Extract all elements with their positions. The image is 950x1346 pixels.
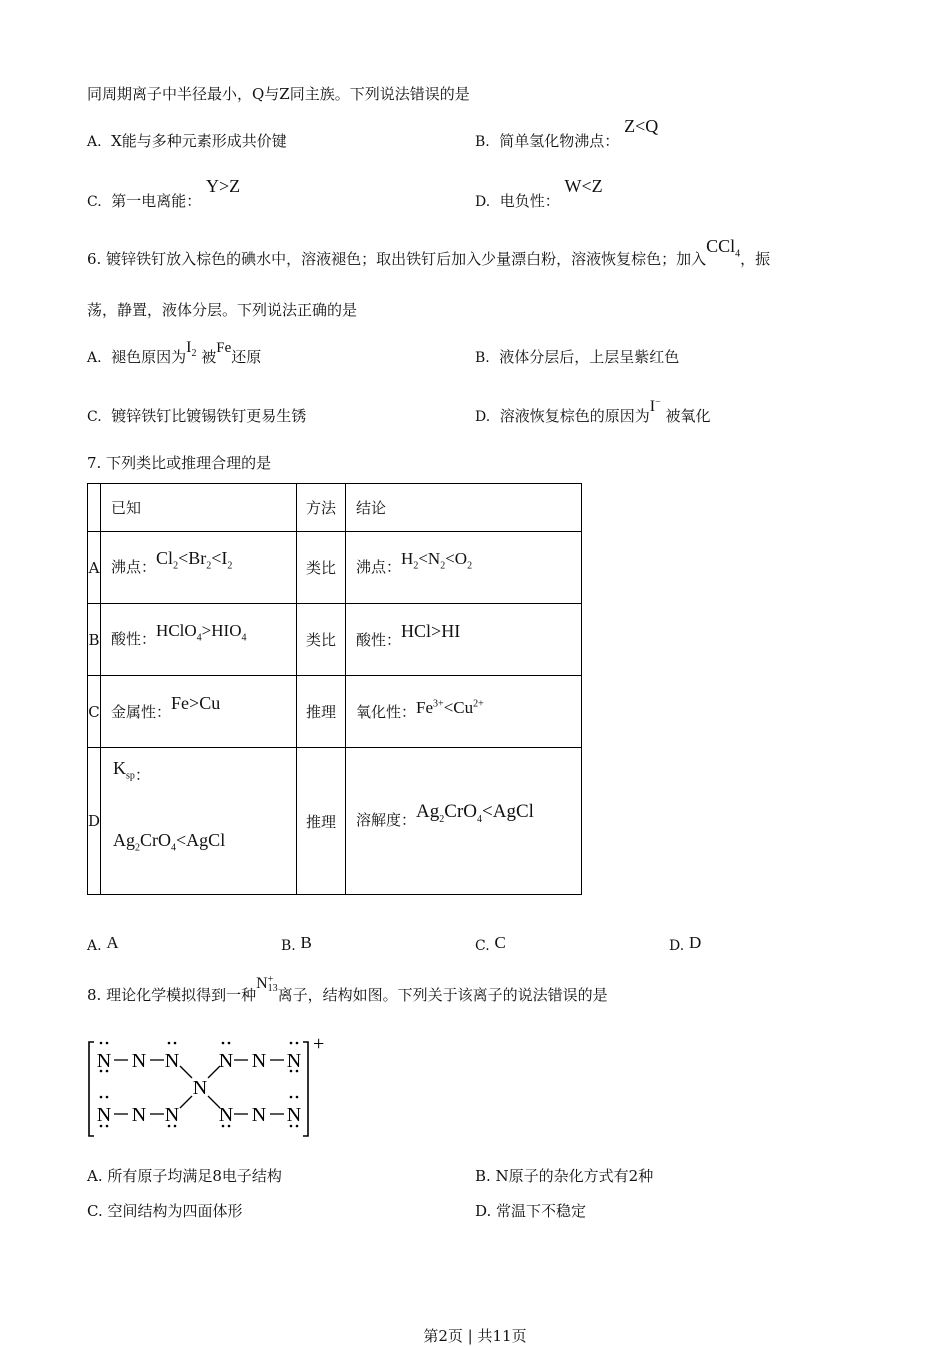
f: <I [211,547,228,568]
q7-row-c-known-text: 金属性： [111,703,172,721]
q7-row-a-known [101,532,297,604]
q7-row-a-known-text: 沸点： [111,557,157,576]
q5-option-b-text: 简单氢化物沸点： [499,132,620,150]
page-footer: 第2页 | 共11页 [423,1327,527,1345]
q8-stem-text2: 离子，结构如图。下列关于该离子的说法错误的是 [277,986,608,1004]
q7-row-c-known-formula: Fe>Cu [171,693,221,713]
f: HClO [156,620,197,640]
right-bracket [303,1042,308,1136]
q7-row-d-conclusion [346,748,582,895]
q7-option-b-value: B [300,933,312,952]
q5-option-d-formula: W<Z [564,176,603,196]
q6-option-b-label: B. [475,350,490,366]
q7-row-a-method: 类比 [297,532,346,604]
q7-row-d-concl-formula [416,801,534,825]
f-sub: 2 [206,560,212,572]
f: <O [445,548,468,568]
q7-row-d-known [101,748,297,895]
q6-stem-end: ，振 [740,250,771,268]
q5-option-c-formula: Y>Z [206,176,241,196]
q7-header-known: 已知 [101,484,297,532]
q6-option-d-ion [650,398,661,415]
left-bracket [89,1042,94,1136]
f-sub: 2 [227,560,233,572]
q6-option-b[interactable] [475,346,679,367]
f: <AgCl [482,801,534,823]
q7-option-b[interactable] [281,935,312,955]
q8-option-c[interactable]: C. 空间结构为四面体形 [87,1202,243,1220]
q6-option-c-text: 镀锌铁钉比镀锡铁钉更易生锈 [111,407,307,425]
f-sub: 2 [439,813,445,825]
f-sub: 2 [440,560,446,572]
f: Cl [156,547,174,568]
atom-n: N [218,1104,234,1126]
q6-option-b-text: 液体分层后，上层呈紫红色 [499,348,680,366]
q5-option-b-formula: Z<Q [624,116,659,136]
q6-ccl4 [706,236,741,260]
q7-row-d-label: D [88,748,101,895]
f: <N [418,548,441,568]
bond [180,1096,192,1108]
q8-ion-n: N [256,975,268,992]
table-row [88,676,582,748]
q7-row-b-label: B [88,604,101,676]
q6-option-a-i-sub: 2 [191,348,197,360]
f-sub: sp [126,770,135,782]
q6-ccl4-main: CCl [706,236,736,256]
q7-row-d-concl-text: 溶解度： [356,811,417,830]
q5-option-b-label: B. [475,134,490,150]
q5-intro: 同周期离子中半径最小，Q与Z同主族。下列说法错误的是 [87,85,470,103]
f-sub: 2 [135,842,141,854]
table-row [88,532,582,604]
f: <Br [178,547,207,568]
ion-charge: + [313,1033,325,1055]
q7-row-b-concl-formula: HCl>HI [401,621,461,641]
q7-row-b-known [101,604,297,676]
f: CrO [140,830,172,850]
q7-option-a-value: A [106,933,119,952]
f-sup: 2+ [473,698,484,710]
q8-ion-sub: 13 [267,983,278,995]
q6-option-c[interactable] [87,405,306,426]
q7-row-b-conclusion [346,604,582,676]
q8-stem-text1: 8. 理论化学模拟得到一种 [87,986,257,1004]
table-row [88,604,582,676]
atom-n: N [286,1104,302,1126]
q7-option-d-label: D. [669,938,685,954]
q7-row-b-method: 类比 [297,604,346,676]
f-sub: 4 [171,842,177,854]
q6-option-a-text1: 褪色原因为 [111,348,187,366]
q7-row-b-known-formula [156,620,247,644]
q8-option-d[interactable]: D. 常温下不稳定 [475,1202,587,1220]
atom-n: N [286,1050,302,1072]
q7-row-a-concl-formula [401,548,473,572]
q7-row-c-concl-text: 氧化性： [356,703,417,721]
q7-option-d[interactable] [669,935,701,955]
q5-option-a-text: X能与多种元素形成共价键 [111,132,287,150]
q7-row-d-method: 推理 [297,748,346,895]
q6-option-a-text3: 还原 [231,348,262,366]
q7-row-c-method: 推理 [297,676,346,748]
q5-option-c-label: C. [87,194,102,210]
q6-option-a[interactable] [87,339,262,369]
f: >HIO [201,620,242,640]
atom-n: N [164,1050,180,1072]
q5-option-a[interactable] [87,130,287,151]
atom-n: N [218,1050,234,1072]
q7-row-a-label: A [88,532,101,604]
q7-title: 7. 下列类比或推理合理的是 [87,454,272,472]
n13-structure-svg [84,1030,344,1145]
q7-header-method: 方法 [297,484,346,532]
q6-option-c-label: C. [87,409,102,425]
q6-option-d-ion-sup: − [655,396,661,408]
q5-option-a-label: A. [87,134,102,150]
atom-n: N [251,1050,267,1072]
f: <Cu [443,698,474,717]
q8-stem [87,974,608,1005]
q5-option-c[interactable] [87,176,241,211]
q6-option-a-label: A. [87,350,102,366]
q7-row-d-ksp-k [113,758,135,782]
q6-option-d[interactable] [475,396,711,426]
q7-option-a[interactable] [87,935,119,955]
q6-option-d-text1: 溶液恢复棕色的原因为 [499,407,650,425]
q6-option-d-ion-i: I [649,398,656,415]
q7-row-d-ksp [113,758,150,782]
atom-n: N [164,1104,180,1126]
q6-option-a-fe: Fe [216,340,232,356]
q7-row-b-known-text: 酸性： [111,629,157,648]
q7-row-a-concl-text: 沸点： [356,557,402,576]
q6-stem-line2: 荡，静置，液体分层。下列说法正确的是 [87,301,358,319]
atom-n: N [96,1050,112,1072]
q7-row-c-known [101,676,297,748]
q7-header-conclusion: 结论 [346,484,582,532]
f: Fe [416,698,434,717]
q6-option-a-text2: 被 [201,348,217,366]
q7-header-blank [88,484,101,532]
f-sup: 3+ [433,698,444,710]
q7-option-a-label: A. [87,938,102,954]
q7-row-a-conclusion [346,532,582,604]
q6-option-d-label: D. [475,409,491,425]
atom-n: N [131,1050,147,1072]
q6-stem-text: 6. 镀锌铁钉放入棕色的碘水中，溶液褪色；取出铁钉后加入少量漂白粉，溶液恢复棕色；加入 [87,250,707,268]
q8-structure-diagram [84,1030,344,1149]
q5-option-d-label: D. [475,194,491,210]
q7-option-c[interactable] [475,935,506,955]
q6-option-a-i2 [186,339,197,360]
q7-row-c-conclusion [346,676,582,748]
f-sub: 2 [413,560,419,572]
q8-option-a[interactable]: A. 所有原子均满足8电子结构 [87,1167,282,1185]
q7-table [87,483,582,895]
table-row [88,484,582,532]
q5-option-d-text: 电负性： [499,192,560,210]
f-sub: 4 [477,813,483,825]
f-sub: 2 [173,560,179,572]
f: CrO [444,801,478,823]
q6-option-d-text2: 被氧化 [665,407,711,425]
q7-row-d-ksp-colon: ： [134,766,150,784]
f: K [113,758,127,778]
q7-option-c-value: C [494,933,506,952]
q5-option-b[interactable] [475,116,659,151]
q7-row-c-concl-formula [416,698,484,717]
f-sub: 4 [196,632,202,644]
q5-option-c-text: 第一电离能： [111,192,202,210]
q6-ccl4-sub: 4 [735,248,741,260]
atom-n: N [131,1104,147,1126]
table-row [88,748,582,895]
f-sub: 4 [241,632,247,644]
q7-option-c-label: C. [475,938,490,954]
f: <AgCl [176,830,226,850]
q5-option-d[interactable] [475,176,603,211]
atom-n: N [96,1104,112,1126]
q7-row-c-label: C [88,676,101,748]
q7-row-d-known-formula [113,830,225,854]
atom-n-center: N [192,1077,208,1099]
q7-row-a-known-formula [156,547,233,572]
q8-ion-formula [256,975,278,993]
q8-ion-sup: + [267,974,274,986]
q6-stem-line1 [87,236,771,272]
q8-option-b[interactable]: B. N原子的杂化方式有2种 [475,1167,654,1185]
atom-n: N [251,1104,267,1126]
q7-option-d-value: D [688,933,702,952]
f-sub: 2 [467,560,473,572]
q7-option-b-label: B. [281,938,296,954]
f: Ag [416,801,440,823]
q7-row-b-concl-text: 酸性： [356,631,402,649]
bond [180,1066,192,1078]
f: Ag [113,830,136,850]
f: H [401,548,414,568]
q6-option-a-i: I [186,339,192,356]
